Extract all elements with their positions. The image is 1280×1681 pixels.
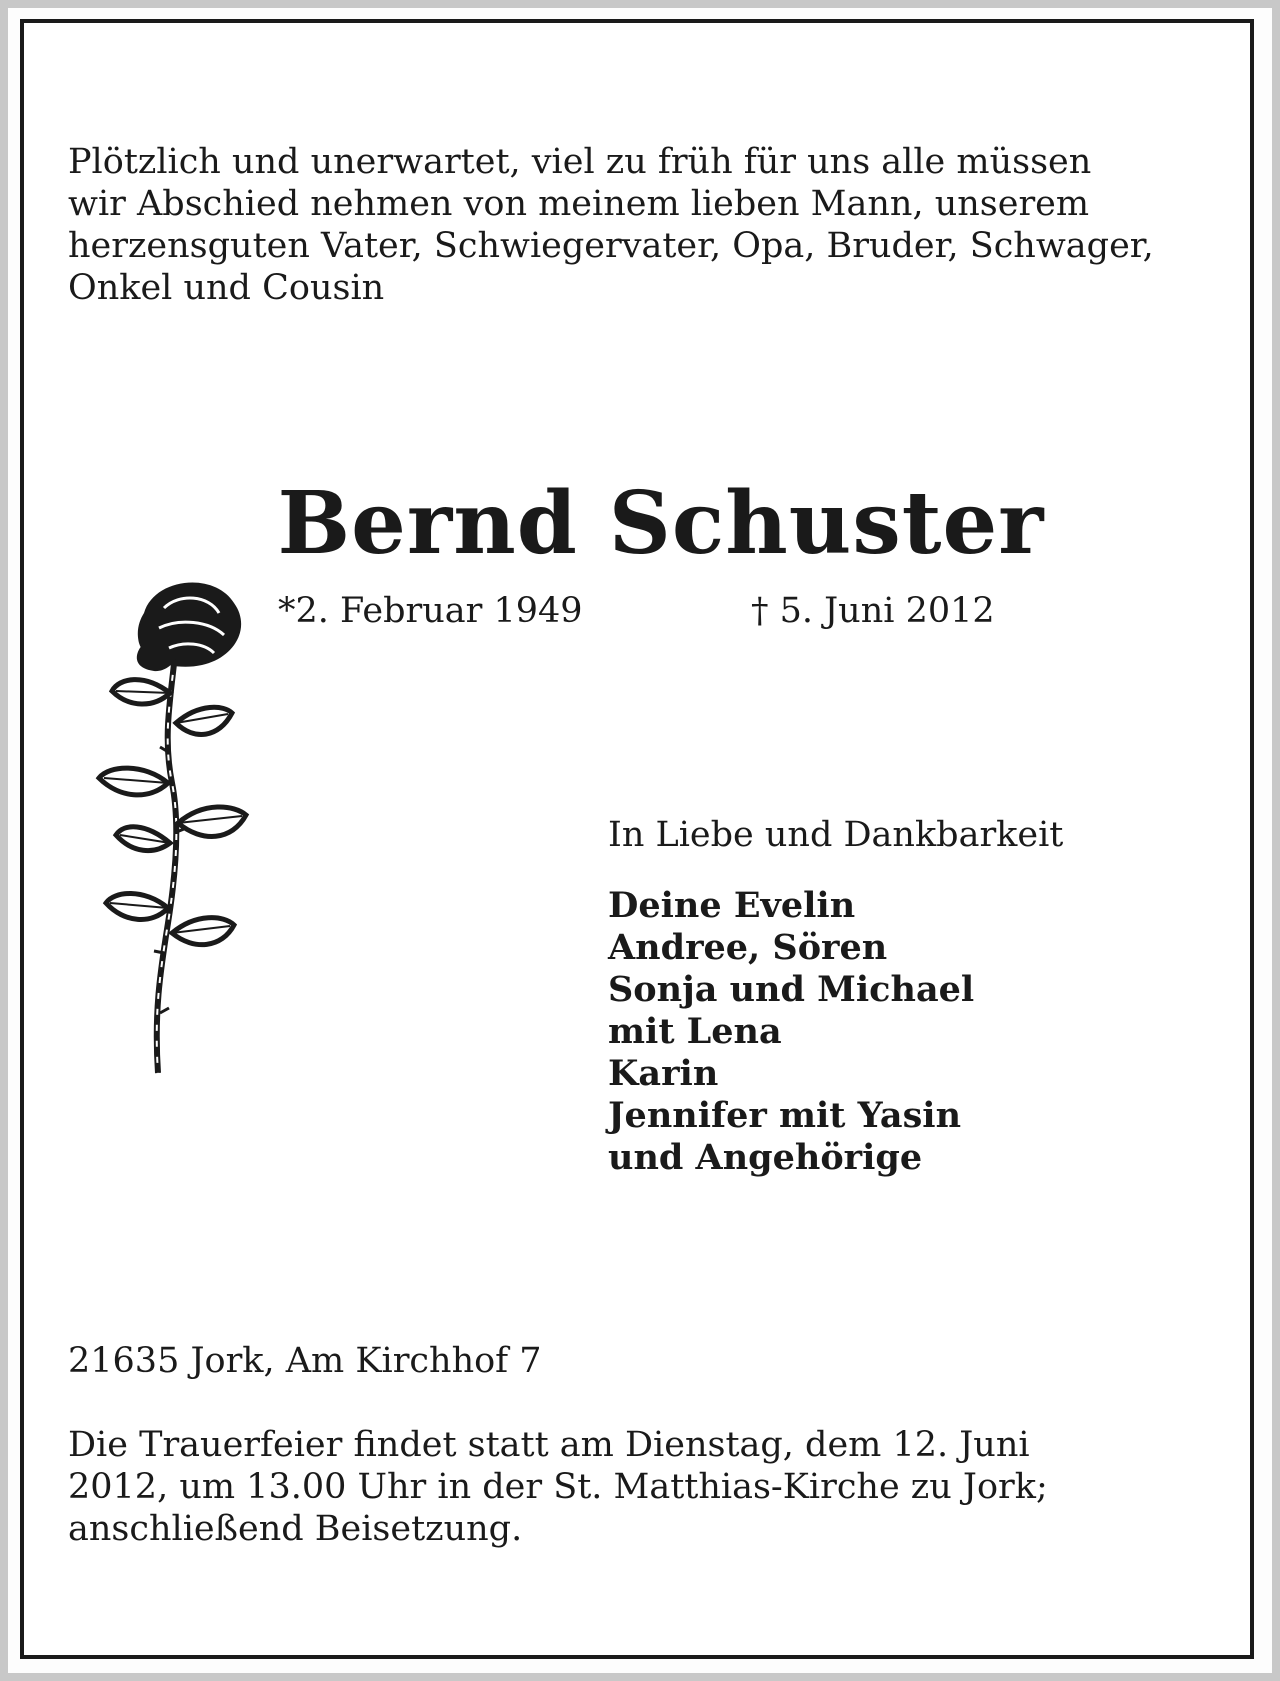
- rose-icon: [84, 573, 264, 1093]
- family-member: Sonja und Michael: [608, 969, 975, 1010]
- family-member: Jennifer mit Yasin: [608, 1095, 962, 1136]
- intro-text: [68, 141, 1220, 309]
- intro-line: wir Abschied nehmen von meinem lieben Mann, unserem: [68, 184, 1090, 224]
- address: 21635 Jork, Am Kirchhof 7: [68, 1341, 542, 1381]
- page-background: [8, 8, 1272, 1673]
- dedication-line: In Liebe und Dankbarkeit: [608, 815, 1064, 855]
- birth-date: *2. Februar 1949: [278, 591, 583, 631]
- deceased-name: Bernd Schuster: [277, 473, 1045, 574]
- service-line: 2012, um 13.00 Uhr in der St. Matthias-Kirche zu Jork;: [68, 1467, 1048, 1507]
- family-member: mit Lena: [608, 1011, 782, 1052]
- service-info: [68, 1424, 1220, 1550]
- intro-line: herzensguten Vater, Schwiegervater, Opa, Bruder, Schwager,: [68, 226, 1154, 266]
- family-member: und Angehörige: [608, 1137, 923, 1178]
- family-list: [608, 885, 974, 1179]
- family-member: Andree, Sören: [608, 927, 888, 968]
- family-member: Deine Evelin: [608, 885, 856, 926]
- intro-line: Plötzlich und unerwartet, viel zu früh für uns alle müssen: [68, 142, 1092, 182]
- family-member: Karin: [608, 1053, 719, 1094]
- service-line: Die Trauerfeier findet statt am Dienstag, dem 12. Juni: [68, 1425, 1030, 1465]
- intro-line: Onkel und Cousin: [68, 268, 385, 308]
- death-date: † 5. Juni 2012: [751, 591, 995, 631]
- service-line: anschließend Beisetzung.: [68, 1509, 523, 1549]
- obituary-frame: [20, 19, 1254, 1659]
